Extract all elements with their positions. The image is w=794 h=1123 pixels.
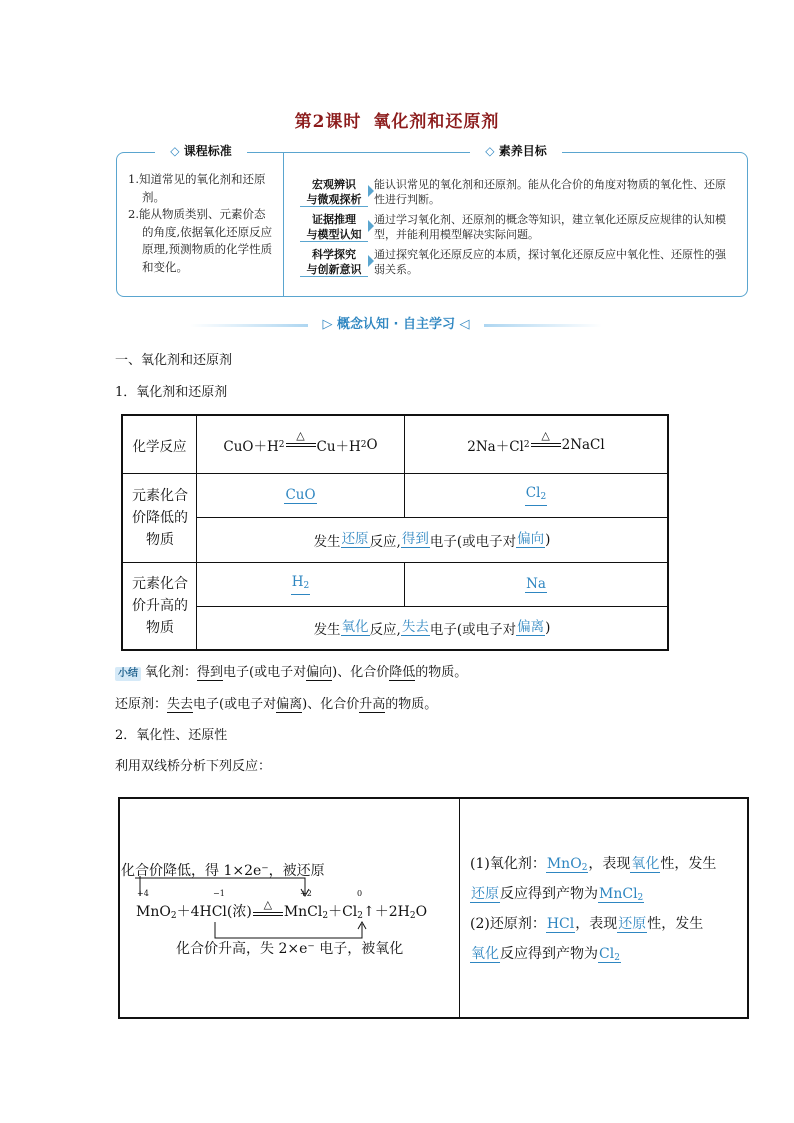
summary-line-2: 还原剂：失去电子(或电子对偏离)、化合价升高的物质。 (115, 697, 438, 712)
summary-line-1: 小结 氧化剂：得到电子(或电子对偏向)、化合价降低的物质。 (115, 664, 467, 682)
answer-line-2: 还原反应得到产物为MnCl$_2$ (471, 886, 644, 903)
equation-1: CuO＋H 2 △ Cu＋H 2 O (223, 428, 378, 455)
answer-line-3: (2)还原剂：HCl，表现还原性，发生 (470, 916, 704, 932)
standards-list (128, 171, 276, 276)
heading-1: 一、氧化剂和还原剂 (115, 353, 233, 368)
ox-state: +2 (300, 889, 312, 898)
standard-item: 2.能从物质类别、元素价态的角度,依据氧化还原反应原理,预测物质的化学性质和变化。 (128, 207, 273, 274)
ox-state: +4 (137, 889, 149, 898)
heading-1-1: 1．氧化剂和还原剂 (115, 385, 228, 400)
oxidant-reductant-table (121, 414, 669, 651)
heading-2: 2．氧化性、还原性 (115, 728, 228, 743)
row-label: 化学反应 (132, 438, 187, 455)
page-title (0, 107, 794, 132)
bridge-bottom-label: 化合价升高，失 2×e⁻ 电子，被氧化 (176, 941, 404, 957)
oxidation-description: 发生 氧化 反应, 失去 电子(或电子对 偏离 ) (313, 619, 551, 638)
section-band: ▷ 概念认知 · 自主学习 ◁ (190, 317, 602, 333)
summary-tag: 小结 (115, 667, 141, 681)
intro-2: 利用双线桥分析下列反应： (115, 759, 272, 774)
lesson-topic: 氧化剂和还原剂 (373, 112, 500, 132)
answer-line-4: 氧化反应得到产物为$Cl_2$ (471, 946, 620, 963)
goal-tag: 科学探究 与创新意识 (300, 247, 368, 277)
goal-text: 能认识常见的氧化剂和还原剂。能从化合价的角度对物质的氧化性、还原性进行判断。 (374, 178, 726, 206)
answer-line-1: (1)氧化剂：MnO$_2$，表现氧化性，发生 (470, 856, 717, 873)
standards-left-header: ◇ 课程标准 (155, 144, 247, 158)
lesson-number: 第2课时 (294, 112, 362, 132)
standards-right-header: ◇ 素养目标 (470, 144, 562, 158)
reduced-substance-1: CuO (285, 486, 316, 503)
standard-item: 1.知道常见的氧化剂和还原剂。 (128, 172, 266, 204)
oxidized-substance-1: $H_2$ (197, 563, 404, 606)
double-bridge-divider (459, 797, 460, 1019)
goal-text: 通过学习氧化剂、还原剂的概念等知识，建立氧化还原反应规律的认知模型，并能利用模型解决实际问题。 (374, 213, 726, 241)
goal-tag: 证据推理 与模型认知 (300, 212, 368, 242)
standards-divider (283, 152, 284, 297)
ox-state: −1 (213, 889, 225, 898)
row-label: 元素化合价降低的物质 (132, 488, 188, 548)
equation-2: 2Na＋Cl 2 △ 2NaCl (467, 428, 605, 455)
row-label: 元素化合价升高的物质 (132, 576, 188, 636)
goal-tag: 宏观辨识 与微观探析 (300, 177, 368, 207)
ox-state: 0 (357, 889, 363, 898)
goal-text: 通过探究氧化还原反应的本质，探讨氧化还原反应中氧化性、还原性的强弱关系。 (374, 248, 726, 276)
reduced-substance-2: $Cl_2$ (405, 474, 667, 517)
reduction-description: 发生 还原 反应, 得到 电子(或电子对 偏向 ) (313, 531, 551, 550)
bridge-top-label: 化合价降低，得 1×2e⁻，被还原 (121, 863, 325, 879)
oxidized-substance-2: Na (526, 575, 546, 592)
bridge-equation: MnO$_2$＋4HCl(浓) △ $MnCl_2+Cl_2↑+2H_2O$ (136, 898, 428, 921)
